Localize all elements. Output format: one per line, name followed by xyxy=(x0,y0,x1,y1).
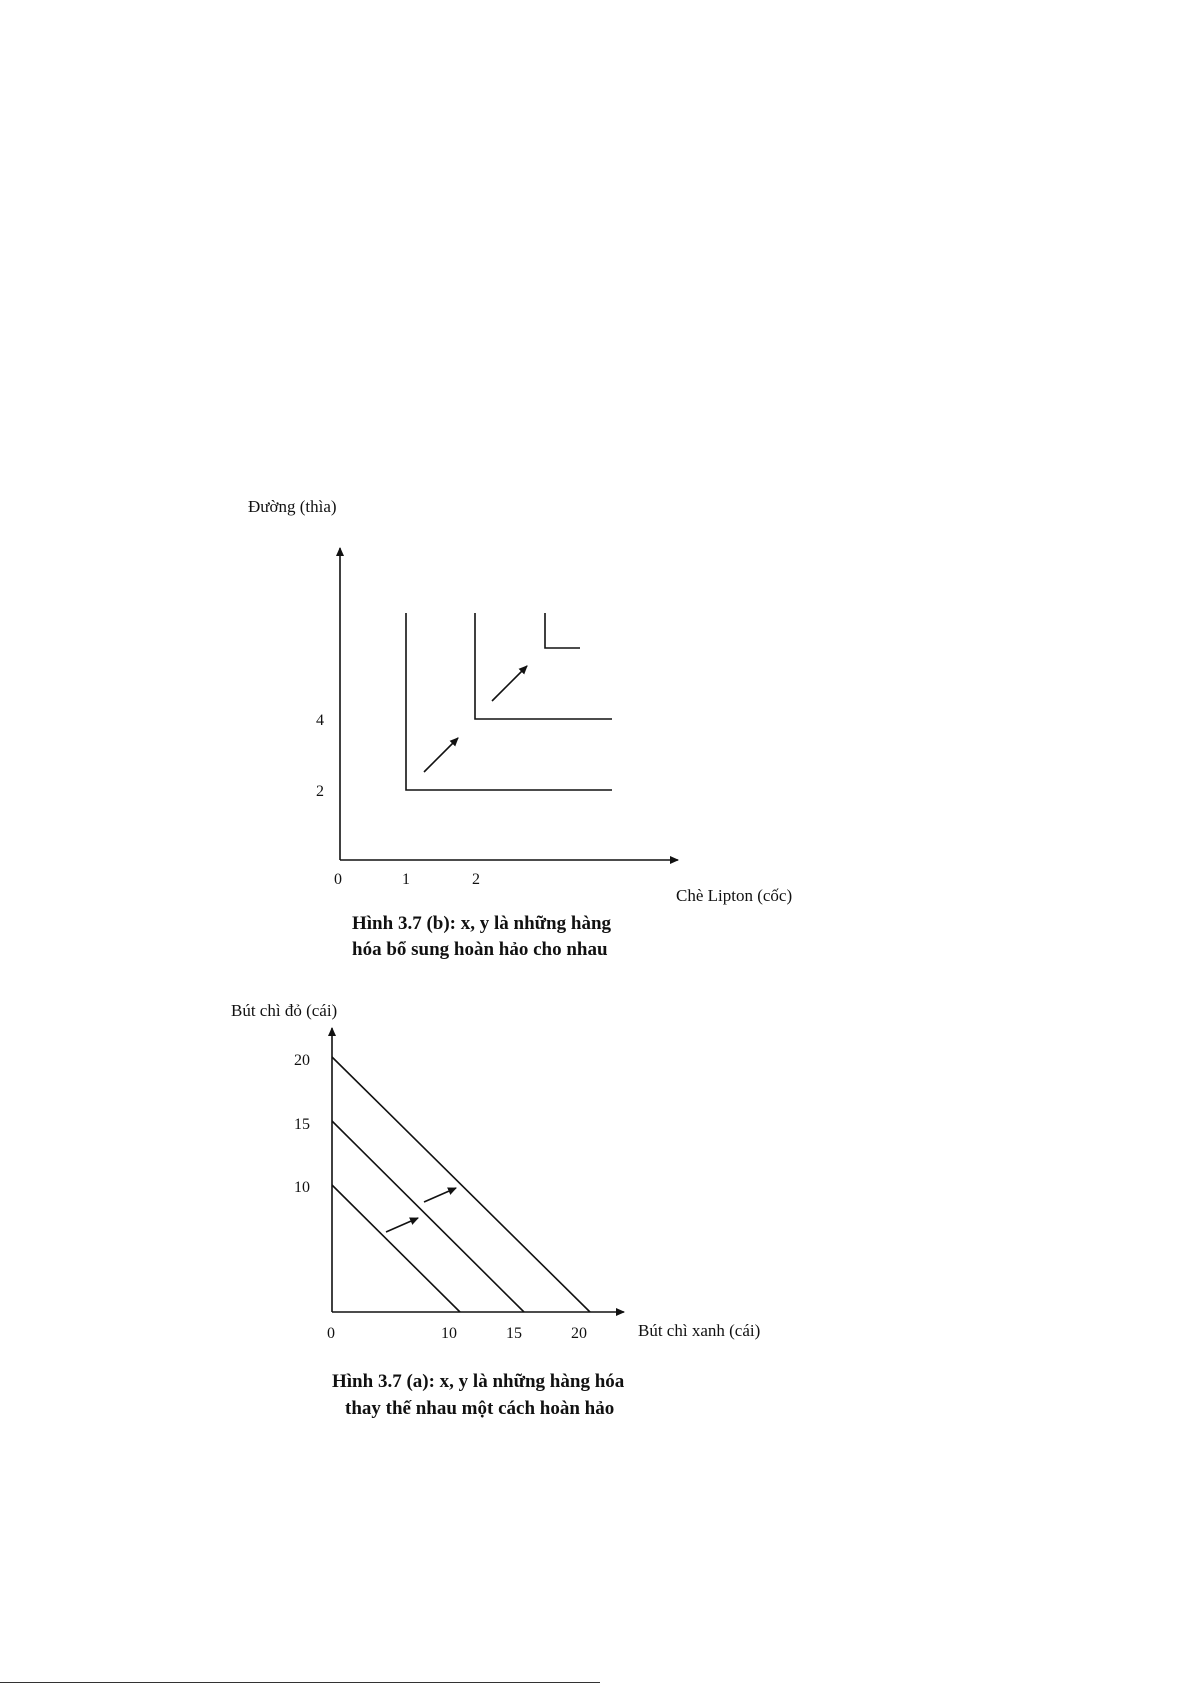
indifference-line-10 xyxy=(332,1185,460,1312)
y-tick-label: 10 xyxy=(294,1179,310,1196)
x-axis-label: Chè Lipton (cốc) xyxy=(676,886,793,905)
indifference-curve-2 xyxy=(475,613,612,719)
chart-substitutes xyxy=(231,1001,760,1419)
indifference-curve-3 xyxy=(545,613,580,648)
x-tick-label: 10 xyxy=(441,1325,457,1342)
origin-label: 0 xyxy=(327,1325,335,1342)
direction-arrow xyxy=(424,738,458,772)
figure-caption-line-1: Hình 3.7 (b): x, y là những hàng xyxy=(352,913,612,934)
y-tick-label: 15 xyxy=(294,1116,310,1133)
figure-caption-line-1: Hình 3.7 (a): x, y là những hàng hóa xyxy=(332,1371,625,1392)
figure-caption-line-2: thay thế nhau một cách hoàn hảo xyxy=(345,1398,615,1419)
x-tick-label: 20 xyxy=(571,1325,587,1342)
y-tick-label: 20 xyxy=(294,1052,310,1069)
footer-rule xyxy=(0,1682,600,1683)
indifference-line-15 xyxy=(332,1121,524,1312)
direction-arrow xyxy=(492,666,527,701)
y-axis-label: Đường (thìa) xyxy=(248,497,337,516)
origin-label: 0 xyxy=(334,871,342,888)
direction-arrow xyxy=(386,1218,418,1232)
chart-complements xyxy=(248,497,792,960)
direction-arrow xyxy=(424,1188,456,1202)
indifference-line-20 xyxy=(332,1057,590,1312)
indifference-curve-1 xyxy=(406,613,612,790)
y-tick-label: 4 xyxy=(316,712,324,729)
y-tick-label: 2 xyxy=(316,783,324,800)
x-tick-label: 2 xyxy=(472,871,480,888)
x-tick-label: 15 xyxy=(506,1325,522,1342)
x-axis-label: Bút chì xanh (cái) xyxy=(638,1321,761,1340)
x-tick-label: 1 xyxy=(402,871,410,888)
figure-caption-line-2: hóa bổ sung hoàn hảo cho nhau xyxy=(352,939,608,960)
y-axis-label: Bút chì đỏ (cái) xyxy=(231,1001,338,1020)
